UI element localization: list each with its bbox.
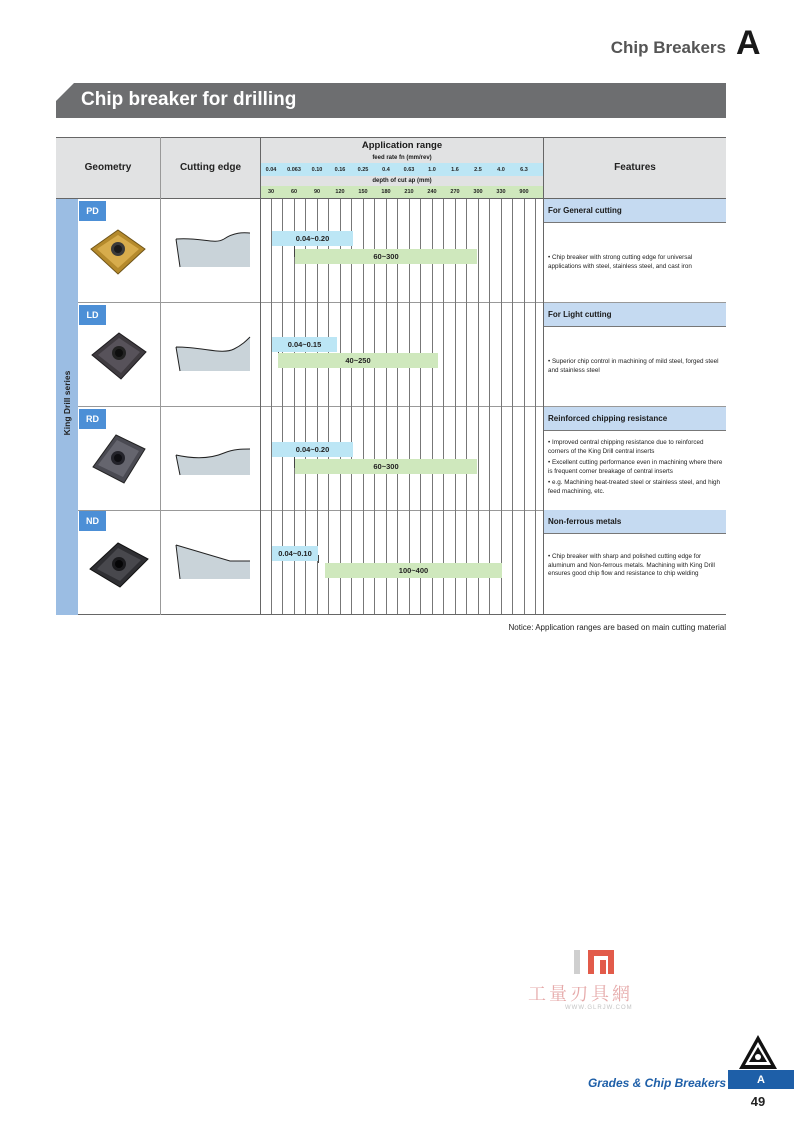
- row-code-pd: [79, 201, 159, 221]
- depth-of-cut-scale: [261, 186, 543, 198]
- feed-tick: 0.25: [357, 166, 369, 173]
- grid-line: [512, 199, 513, 614]
- ld-feature-text: [548, 358, 724, 378]
- feed-tick: 0.10: [311, 166, 323, 173]
- code-tag: ND: [79, 511, 106, 531]
- code-tag: LD: [79, 305, 106, 325]
- pd-feed-range-bar: 0.04~0.20: [272, 231, 353, 246]
- grid-line: [524, 199, 525, 614]
- depth-tick: 90: [313, 189, 321, 195]
- grid-line: [501, 199, 502, 614]
- watermark-url: WWW.GLRJW.COM: [565, 1005, 633, 1011]
- watermark-text: 工量刃具網: [528, 984, 633, 1005]
- feed-tick: 6.3: [520, 166, 528, 173]
- pd-depth-range-bar: 60~300: [295, 249, 477, 264]
- table-bottom-rule: [56, 614, 726, 615]
- depth-tick: 900: [519, 189, 529, 195]
- table-top-rule: [56, 137, 726, 138]
- row-code-ld: [79, 305, 159, 325]
- page-number: 49: [750, 1094, 766, 1109]
- cutting-edge-header: Cutting edge: [161, 137, 260, 198]
- feed-tick: 0.63: [403, 166, 415, 173]
- feature-bullet: • Excellent cutting performance even in machining where there is frequent corner breakage of central inserts: [548, 459, 723, 475]
- depth-tick: 150: [358, 189, 368, 195]
- section-letter: A: [736, 24, 761, 62]
- notice-text: Notice: Application ranges are based on main cutting material: [508, 623, 726, 632]
- depth-tick: 120: [335, 189, 345, 195]
- feed-tick: 0.063: [287, 166, 301, 173]
- feed-rate-label: feed rate fn (mm/rev): [261, 153, 543, 163]
- ld-cutting-edge-profile: [174, 333, 252, 375]
- ld-insert-image: [90, 331, 148, 381]
- ld-depth-range-bar: 40~250: [278, 353, 438, 368]
- feed-tick: 0.16: [334, 166, 346, 173]
- grid-line: [489, 199, 490, 614]
- feature-bullet: • e.g. Machining heat-treated steel or stainless steel, and high feed machining, etc.: [548, 479, 720, 495]
- column-rule: [260, 137, 261, 615]
- feed-rate-scale: [261, 163, 543, 176]
- row-code-nd: [79, 511, 159, 531]
- rd-insert-image: [90, 433, 148, 485]
- feature-bullet: • Improved central chipping resistance due to reinforced corners of the King Drill central inserts: [548, 439, 704, 455]
- footer-section-tab: A: [728, 1070, 794, 1089]
- row-code-rd: [79, 409, 159, 429]
- depth-of-cut-label: depth of cut ap (mm): [261, 176, 543, 186]
- nd-depth-range-bar: 100~400: [325, 563, 502, 578]
- brand-triangle-logo: [738, 1034, 778, 1070]
- depth-tick: 30: [267, 189, 275, 195]
- banner-title: Chip breaker for drilling: [81, 89, 297, 110]
- depth-tick: 240: [427, 189, 437, 195]
- feed-tick: 0.4: [382, 166, 390, 173]
- feed-tick: 1.6: [451, 166, 459, 173]
- grid-line: [535, 199, 536, 614]
- watermark-logo: [572, 946, 620, 978]
- nd-feed-range-bar: 0.04~0.10: [272, 546, 318, 561]
- nd-cutting-edge-profile: [174, 541, 252, 583]
- column-rule: [160, 137, 161, 615]
- rd-cutting-edge-profile: [174, 437, 252, 479]
- nd-feature-title: Non-ferrous metals: [544, 510, 726, 534]
- grid-line: [478, 199, 479, 614]
- depth-tick: 300: [473, 189, 483, 195]
- pd-insert-image: [88, 227, 148, 277]
- feature-bullet: • Superior chip control in machining of mild steel, forged steel and stainless steel: [548, 358, 719, 374]
- rd-feed-range-bar: 0.04~0.20: [272, 442, 353, 457]
- pd-cutting-edge-profile: [174, 229, 252, 271]
- ld-feed-range-bar: 0.04~0.15: [272, 337, 337, 352]
- depth-tick: 210: [404, 189, 414, 195]
- feed-tick: 0.04: [265, 166, 277, 173]
- application-range-header: Application range: [261, 137, 543, 153]
- series-label: King Drill series: [62, 370, 72, 436]
- feed-tick: 4.0: [497, 166, 505, 173]
- chip-breaker-table: [56, 137, 726, 615]
- ld-feature-title: For Light cutting: [544, 303, 726, 327]
- depth-tick: 180: [381, 189, 391, 195]
- pd-feature-title: For General cutting: [544, 199, 726, 223]
- depth-tick: 330: [496, 189, 506, 195]
- feature-bullet: • Chip breaker with sharp and polished cutting edge for aluminum and Non-ferrous metals. Machining with King Drill ensures good chip flow and resistance to chip welding: [548, 553, 715, 578]
- code-tag: PD: [79, 201, 106, 221]
- page-section-title: Chip Breakers: [610, 38, 726, 57]
- geometry-header: Geometry: [56, 137, 160, 198]
- footer-title: Grades & Chip Breakers: [587, 1076, 726, 1090]
- range-connector: [318, 555, 319, 563]
- depth-tick: 60: [290, 189, 298, 195]
- feature-bullet: • Chip breaker with strong cutting edge for universal applications with steel, stainless steel, and cast iron: [548, 254, 693, 270]
- features-header: Features: [544, 137, 726, 198]
- pd-feature-text: [548, 254, 724, 274]
- rd-feature-text: [548, 439, 724, 500]
- rd-feature-title: Reinforced chipping resistance: [544, 407, 726, 431]
- feed-tick: 1.0: [428, 166, 436, 173]
- nd-feature-text: [548, 553, 724, 582]
- rd-depth-range-bar: 60~300: [295, 459, 477, 474]
- code-tag: RD: [79, 409, 106, 429]
- nd-insert-image: [88, 541, 150, 589]
- depth-tick: 270: [450, 189, 460, 195]
- feed-tick: 2.5: [474, 166, 482, 173]
